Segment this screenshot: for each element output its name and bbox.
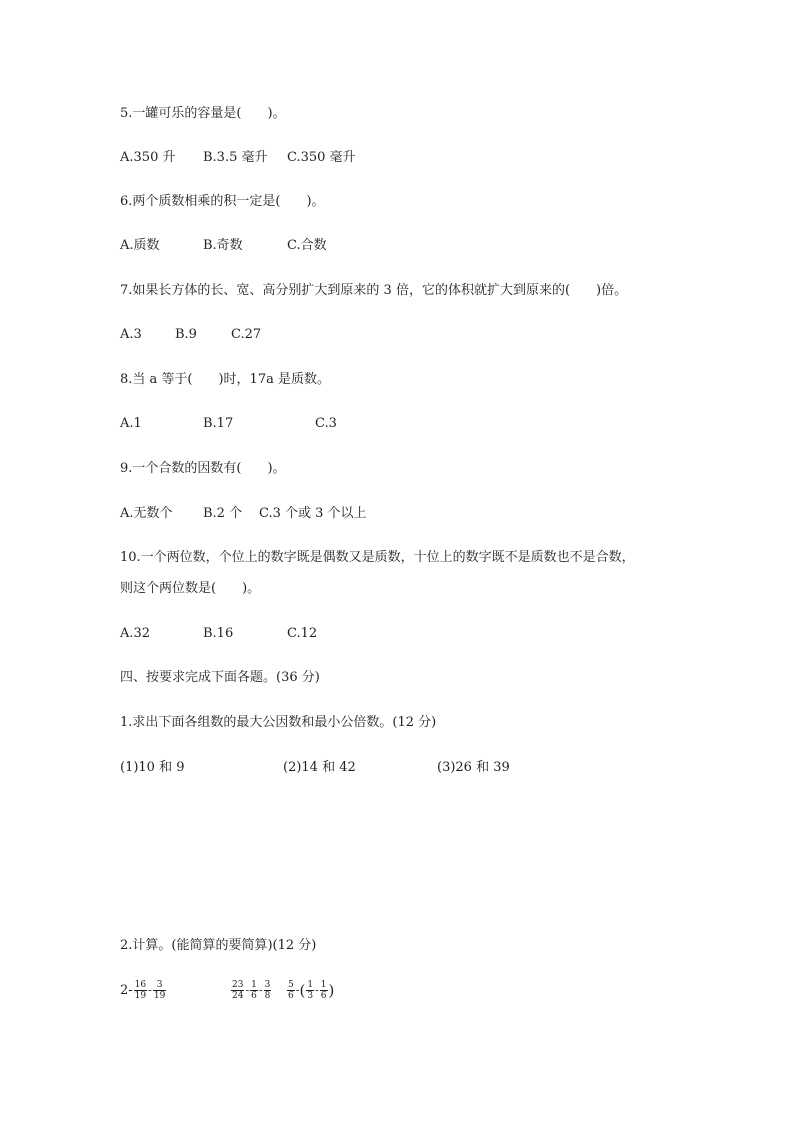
problem-1: 1.求出下面各组数的最大公因数和最小公倍数。(12 分) — [120, 715, 437, 730]
fraction: $\frac{3}{19}$ — [153, 980, 166, 1001]
minus-sign: - — [295, 983, 300, 997]
fraction: $\frac{1}{6}$ — [251, 980, 257, 1001]
minus-sign: - — [245, 983, 250, 997]
section-4-title: 四、按要求完成下面各题。(36 分) — [120, 670, 320, 685]
question-9: 9.一个合数的因数有( )。 — [120, 461, 286, 476]
expression-3 — [286, 980, 334, 1001]
question-10-line-1: 10.一个两位数，个位上的数字既是偶数又是质数，十位上的数字既不是质数也不是合数， — [120, 550, 635, 565]
minus-sign: - — [148, 983, 152, 997]
fraction: $\frac{3}{8}$ — [264, 980, 271, 1001]
option-a: A.3 — [120, 327, 142, 342]
fraction: $\frac{23}{24}$ — [232, 980, 244, 1001]
fraction: $\frac{16}{19}$ — [134, 980, 147, 1001]
close-paren: ) — [328, 981, 335, 1000]
expression-1-lead: 2- — [120, 983, 133, 998]
question-7: 7.如果长方体的长、宽、高分别扩大到原来的 3 倍，它的体积就扩大到原来的( )倍。 — [120, 283, 628, 298]
option-a: A.350 升 — [120, 150, 176, 165]
problem-1-item-1: (1)10 和 9 — [120, 760, 185, 775]
option-b: B.16 — [203, 626, 234, 641]
question-8: 8.当 a 等于( )时，17a 是质数。 — [120, 372, 330, 387]
problem-1-item-3: (3)26 和 39 — [437, 760, 510, 775]
expression-1 — [120, 980, 167, 1001]
problem-1-item-2: (2)14 和 42 — [283, 760, 356, 775]
question-10-line-2: 则这个两位数是( )。 — [120, 581, 261, 596]
option-b: B.9 — [175, 327, 197, 342]
option-c: C.3 个或 3 个以上 — [259, 506, 367, 521]
fraction: $\frac{1}{3}$ — [307, 980, 314, 1001]
option-b: B.2 个 — [203, 506, 243, 521]
option-c: C.3 — [315, 416, 337, 431]
option-b: B.奇数 — [203, 238, 243, 253]
option-c: C.12 — [287, 626, 318, 641]
option-b: B.3.5 毫升 — [203, 150, 268, 165]
minus-sign: - — [258, 983, 263, 997]
open-paren: ( — [299, 981, 306, 1000]
question-5: 5.一罐可乐的容量是( )。 — [120, 106, 286, 121]
option-c: C.350 毫升 — [287, 150, 356, 165]
option-a: A.32 — [120, 626, 151, 641]
fraction: $\frac{5}{6}$ — [288, 980, 294, 1001]
option-a: A.质数 — [120, 238, 160, 253]
question-6: 6.两个质数相乘的积一定是( )。 — [120, 194, 325, 209]
problem-2: 2.计算。(能简算的要简算)(12 分) — [120, 938, 317, 953]
option-a: A.无数个 — [120, 506, 173, 521]
expression-2 — [230, 980, 272, 1001]
option-a: A.1 — [120, 416, 142, 431]
minus-sign: - — [315, 983, 319, 997]
fraction: $\frac{1}{6}$ — [320, 980, 327, 1001]
option-c: C.合数 — [287, 238, 327, 253]
option-b: B.17 — [203, 416, 234, 431]
option-c: C.27 — [231, 327, 262, 342]
